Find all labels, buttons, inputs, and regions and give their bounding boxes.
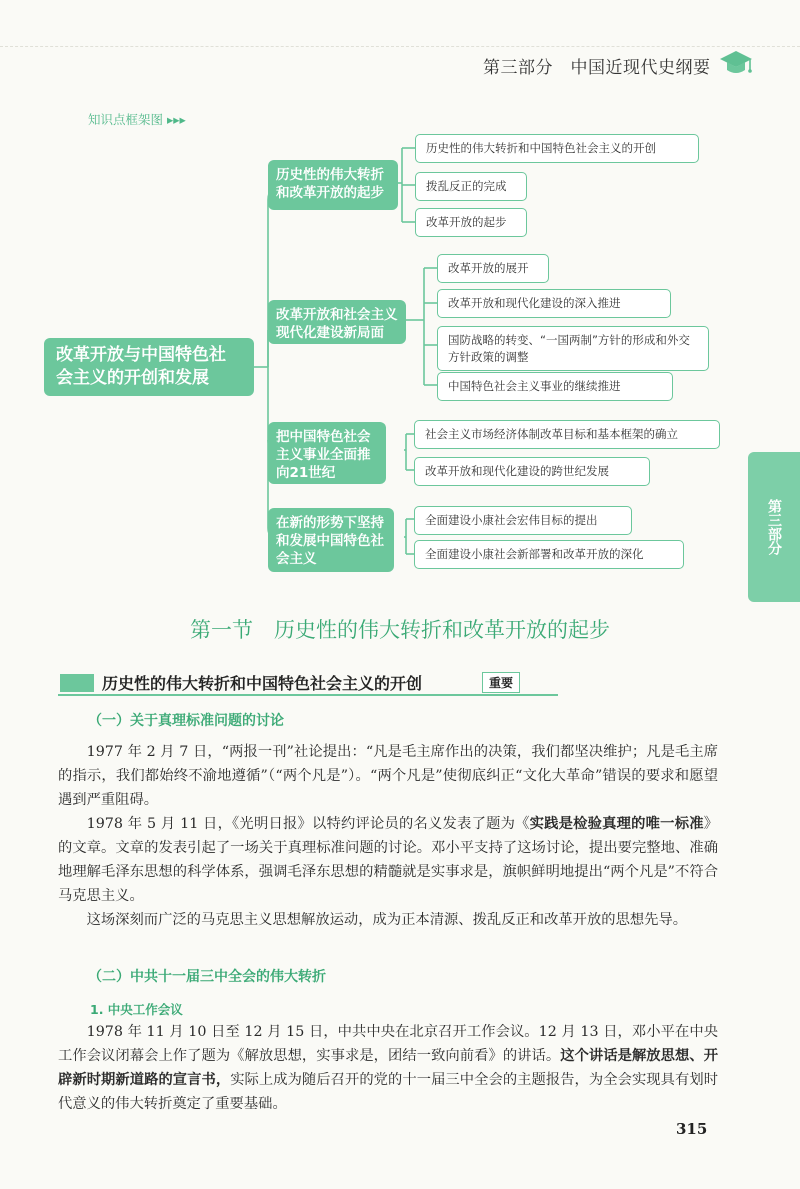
mindmap-root: 改革开放与中国特色社会主义的开创和发展 <box>44 338 254 396</box>
mindmap-leaf: 拨乱反正的完成 <box>415 172 527 201</box>
mindmap-leaf: 全面建设小康社会宏伟目标的提出 <box>414 506 632 535</box>
importance-badge: 重要 <box>482 672 520 693</box>
mindmap-branch-3: 把中国特色社会主义事业全面推向21世纪 <box>268 422 386 484</box>
part-side-tab: 第三部分 <box>748 452 800 602</box>
subsection-heading-2: （二）中共十一届三中全会的伟大转折 <box>88 969 326 985</box>
mindmap-leaf: 改革开放和现代化建设的深入推进 <box>437 289 671 318</box>
section-number-block <box>60 674 94 692</box>
mindmap-branch-4: 在新的形势下坚持和发展中国特色社会主义 <box>268 508 394 572</box>
sub-subsection-heading: 1. 中央工作会议 <box>90 1002 183 1017</box>
page-number: 315 <box>676 1120 708 1138</box>
mindmap-branch-1: 历史性的伟大转折和改革开放的起步 <box>268 160 398 210</box>
mindmap-leaf: 中国特色社会主义事业的继续推进 <box>437 372 673 401</box>
page-header-title: 第三部分 中国近现代史纲要 <box>483 58 711 78</box>
chapter-title: 第一节 历史性的伟大转折和改革开放的起步 <box>190 618 610 642</box>
mindmap-leaf: 改革开放的起步 <box>415 208 527 237</box>
section-heading: 历史性的伟大转折和中国特色社会主义的开创 <box>102 674 423 693</box>
paragraph: 1978 年 5 月 11 日，《光明日报》以特约评论员的名义发表了题为《实践是检验真理的唯一标准》的文章。文章的发表引起了一场关于真理标准问题的讨论。邓小平支持了这场讨论，提出要完整地、准确地理解毛泽东思想的科学体系，强调毛泽东思想的精髓就是实事求是，旗帜鲜明地提出“两个凡是”不符合马克思主义。 <box>58 816 719 904</box>
paragraph: 1977 年 2 月 7 日，“两报一刊”社论提出：“凡是毛主席作出的决策，我们都坚决维护；凡是毛主席的指示，我们都始终不渝地遵循”（“两个凡是”）。“两个凡是”使彻底纠正“文化大革命”错误的要求和愿望遇到严重阻碍。 <box>58 744 718 808</box>
mindmap-leaf: 改革开放的展开 <box>437 254 549 283</box>
mindmap-leaf: 社会主义市场经济体制改革目标和基本框架的确立 <box>414 420 720 449</box>
mindmap-branch-2: 改革开放和社会主义现代化建设新局面 <box>268 300 406 344</box>
mindmap-leaf: 历史性的伟大转折和中国特色社会主义的开创 <box>415 134 699 163</box>
subsection-heading-1: （一）关于真理标准问题的讨论 <box>88 713 284 729</box>
mindmap-leaf: 改革开放和现代化建设的跨世纪发展 <box>414 457 650 486</box>
paragraph: 1978 年 11 月 10 日至 12 月 15 日，中共中央在北京召开工作会议。12 月 13 日，邓小平在中央工作会议闭幕会上作了题为《解放思想，实事求是，团结一致向前看》的讲话。这个讲话是解放思想、开辟新时期新道路的宣言书，实际上成为随后召开的党的十一届三中全会的主题报告，为全会实现具有划时代意义的伟大转折奠定了重要基础。 <box>58 1024 719 1112</box>
paragraph: 这场深刻而广泛的马克思主义思想解放运动，成为正本清源、拨乱反正和改革开放的思想先导。 <box>86 912 688 928</box>
framework-label: 知识点框架图 ▸▸▸ <box>88 112 186 127</box>
mindmap-leaf: 国防战略的转变、“一国两制”方针的形成和外交方针政策的调整 <box>437 326 709 371</box>
mindmap-leaf: 全面建设小康社会新部署和改革开放的深化 <box>414 540 684 569</box>
